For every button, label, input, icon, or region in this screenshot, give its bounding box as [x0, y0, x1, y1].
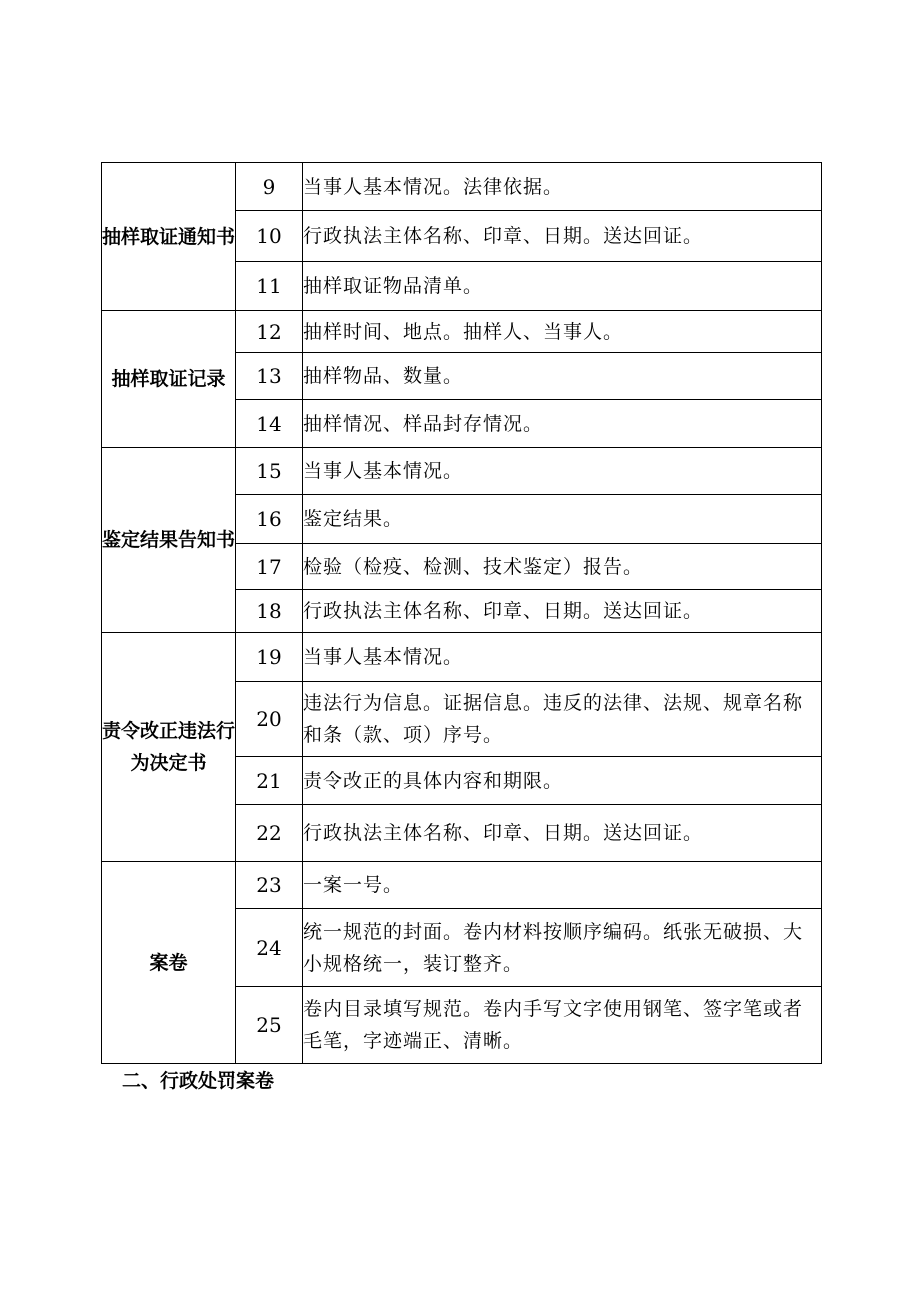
item-text: 统一规范的封面。卷内材料按顺序编码。纸张无破损、大小规格统一，装订整齐。	[303, 909, 822, 987]
checklist-table	[101, 162, 822, 1064]
item-number: 21	[236, 757, 303, 805]
item-text: 当事人基本情况。法律依据。	[303, 163, 822, 211]
item-number: 25	[236, 987, 303, 1064]
item-text: 抽样物品、数量。	[303, 353, 822, 400]
item-number: 9	[236, 163, 303, 211]
table-row	[102, 163, 822, 211]
item-text: 行政执法主体名称、印章、日期。送达回证。	[303, 590, 822, 633]
item-text: 一案一号。	[303, 862, 822, 909]
item-text: 抽样取证物品清单。	[303, 262, 822, 311]
item-text: 当事人基本情况。	[303, 448, 822, 495]
item-number: 15	[236, 448, 303, 495]
table-row	[102, 862, 822, 909]
item-text: 责令改正的具体内容和期限。	[303, 757, 822, 805]
item-number: 11	[236, 262, 303, 311]
category-cell: 鉴定结果告知书	[102, 448, 236, 633]
item-number: 13	[236, 353, 303, 400]
item-text: 违法行为信息。证据信息。违反的法律、法规、规章名称和条（款、项）序号。	[303, 682, 822, 757]
item-number: 24	[236, 909, 303, 987]
table-row	[102, 448, 822, 495]
item-number: 18	[236, 590, 303, 633]
item-text: 行政执法主体名称、印章、日期。送达回证。	[303, 211, 822, 262]
item-number: 10	[236, 211, 303, 262]
category-cell: 抽样取证记录	[102, 311, 236, 448]
category-cell: 案卷	[102, 862, 236, 1064]
item-number: 12	[236, 311, 303, 353]
table-row	[102, 311, 822, 353]
item-number: 16	[236, 495, 303, 544]
item-text: 抽样情况、样品封存情况。	[303, 400, 822, 448]
item-number: 22	[236, 805, 303, 862]
category-cell: 抽样取证通知书	[102, 163, 236, 311]
item-number: 14	[236, 400, 303, 448]
item-number: 19	[236, 633, 303, 682]
item-number: 20	[236, 682, 303, 757]
table-row	[102, 633, 822, 682]
item-text: 检验（检疫、检测、技术鉴定）报告。	[303, 544, 822, 590]
item-number: 23	[236, 862, 303, 909]
item-text: 卷内目录填写规范。卷内手写文字使用钢笔、签字笔或者毛笔，字迹端正、清晰。	[303, 987, 822, 1064]
item-text: 当事人基本情况。	[303, 633, 822, 682]
item-text: 抽样时间、地点。抽样人、当事人。	[303, 311, 822, 353]
item-text: 行政执法主体名称、印章、日期。送达回证。	[303, 805, 822, 862]
category-cell: 责令改正违法行为决定书	[102, 633, 236, 862]
item-text: 鉴定结果。	[303, 495, 822, 544]
section-heading: 二、行政处罚案卷	[122, 1070, 275, 1092]
item-number: 17	[236, 544, 303, 590]
